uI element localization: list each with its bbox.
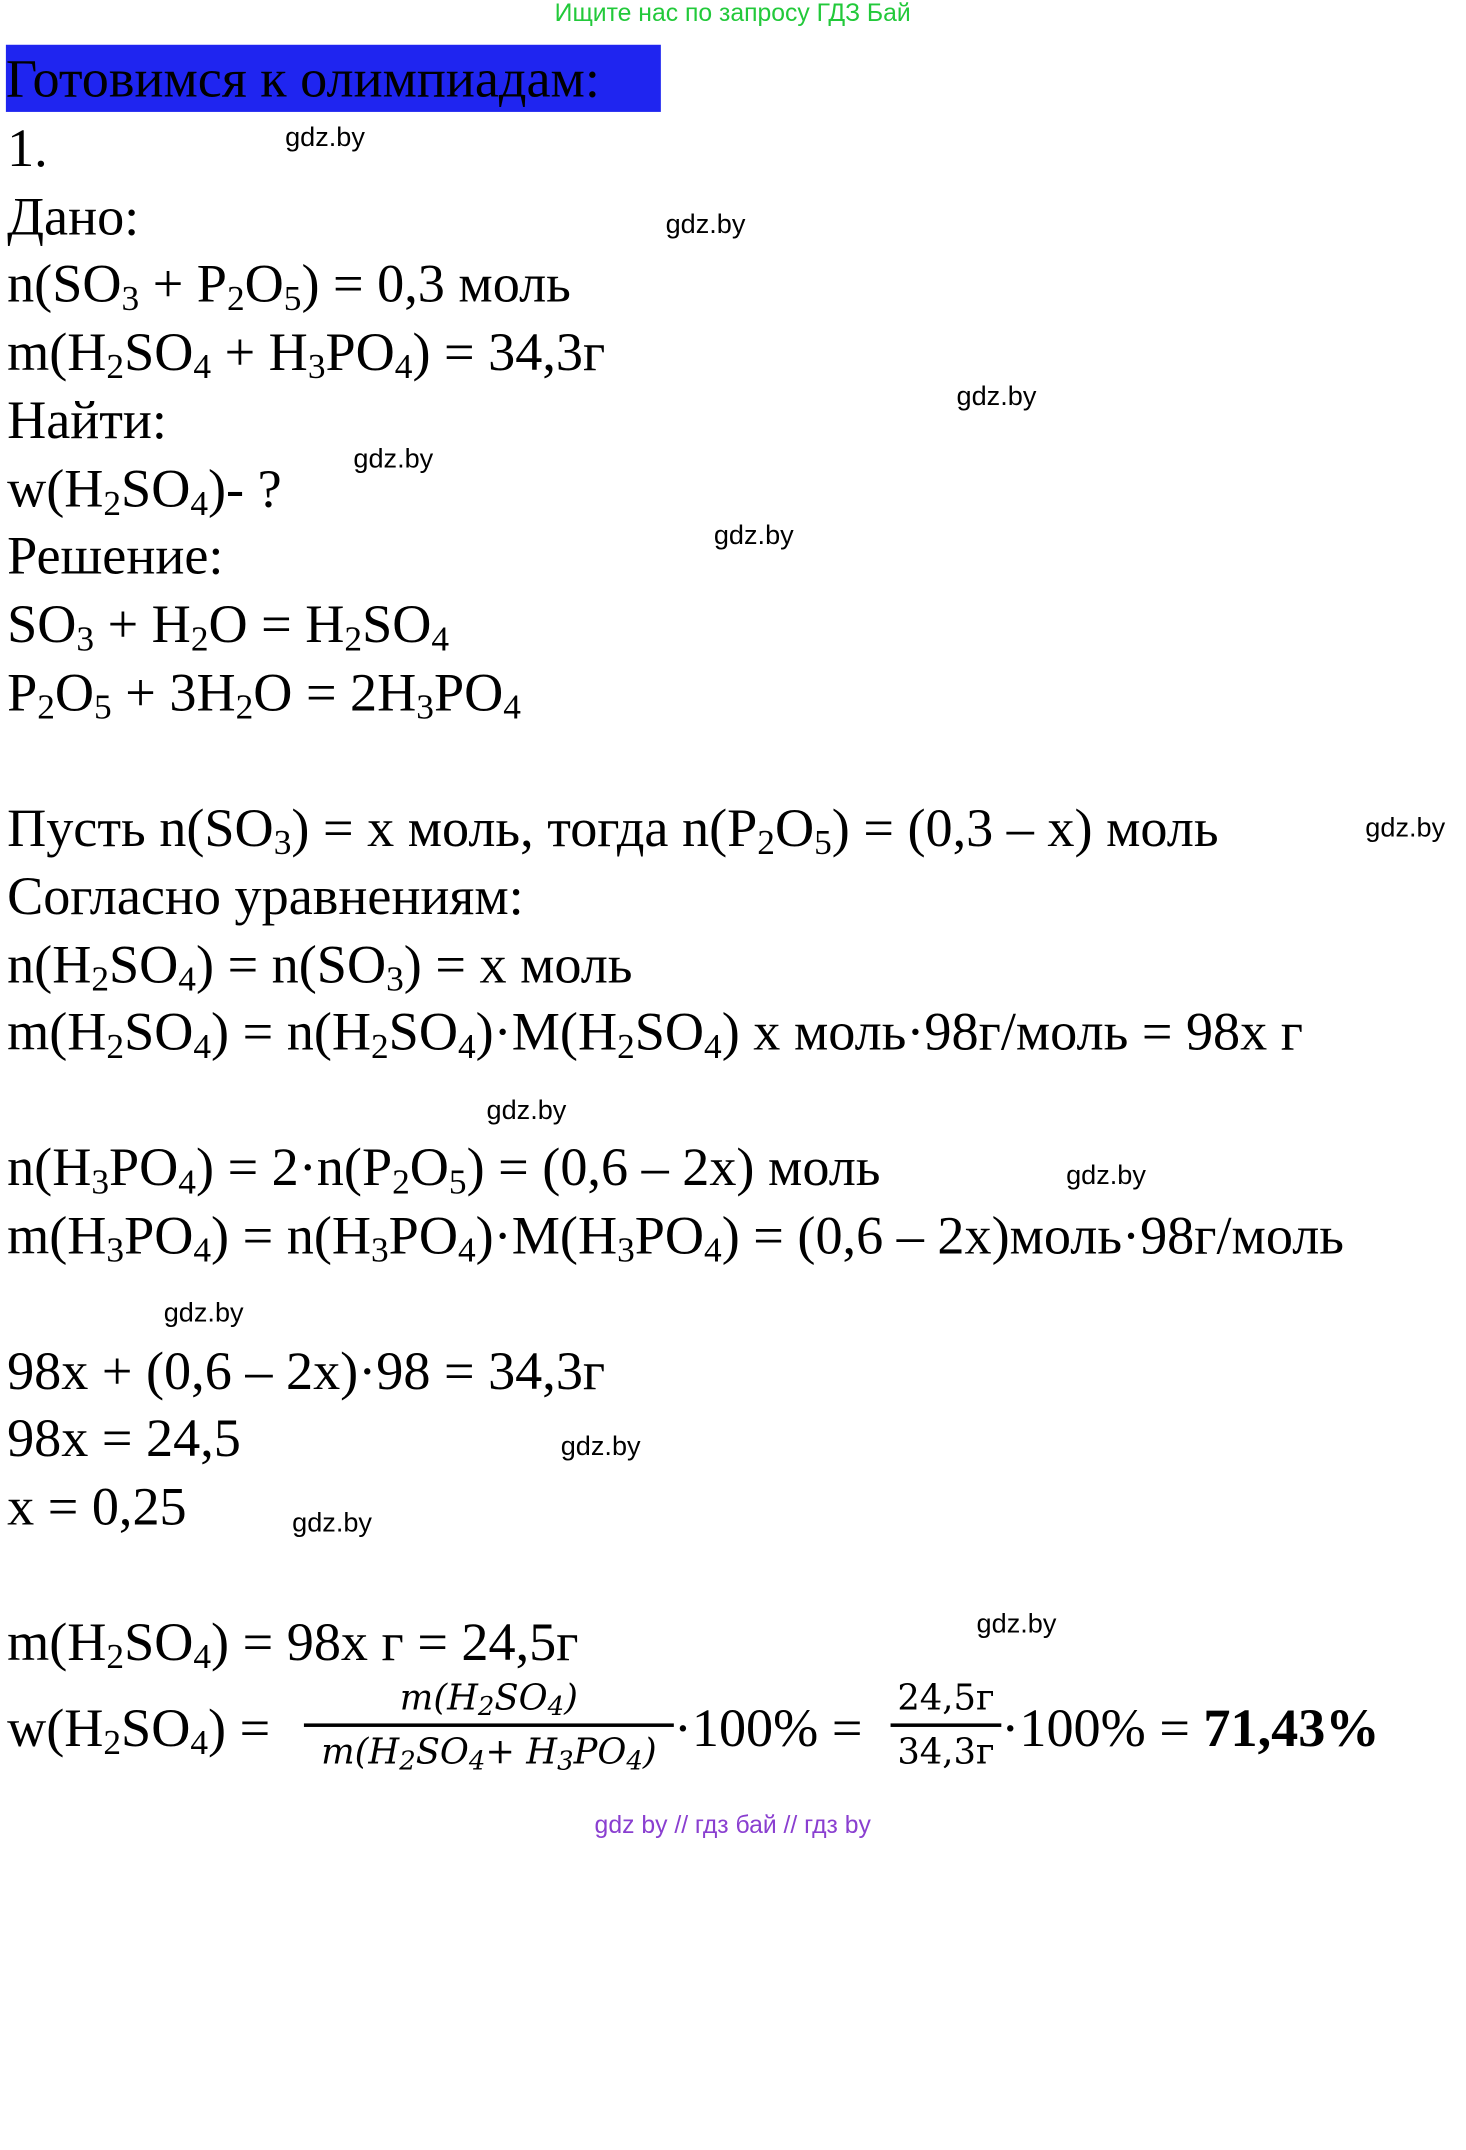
solution-label: Решение:	[7, 525, 224, 586]
fraction-numerator: $m(H_2SO_4)$	[399, 1677, 578, 1723]
given-line-1: $n(SO_3 + P_2O_5) = 0,3$ моль	[7, 253, 571, 319]
section-heading: Готовимся к олимпиадам:	[6, 45, 661, 112]
fraction-symbolic	[304, 1677, 674, 1777]
m-h3po4-line: $m(H_3PO_4) = n(H_3PO_4)\cdot M(H_3PO_4) = (0,6$ – 2x)моль·98г/моль	[7, 1205, 1344, 1270]
watermark: gdz.by	[956, 380, 1037, 412]
watermark: gdz.by	[976, 1607, 1057, 1639]
find-line: $w(H_2SO_4)-$ ?	[7, 458, 282, 524]
watermark: gdz.by	[486, 1094, 567, 1125]
problem-number: 1.	[7, 117, 48, 178]
equation-1: $SO_3 + H_2O = H_2SO_4$	[7, 593, 450, 659]
calc-line-3: x = 0,25	[7, 1476, 187, 1537]
calc-line-2: 98x = 24,5	[7, 1407, 241, 1468]
watermark: gdz.by	[292, 1506, 372, 1538]
calc-line-1: 98x + (0,6 – 2x)·98 = 34,3г	[7, 1340, 606, 1401]
fraction-denominator: $m(H_2SO_4+ H_3PO_4)$	[321, 1731, 657, 1777]
n-h3po4-line: $n(H_3PO_4) = 2\cdot n(P_2O_5) = (0,6 - 2x)$ моль	[7, 1136, 881, 1202]
m-h2so4-line: $m(H_2SO_4) = n(H_2SO_4)\cdot M(H_2SO_4)$ x моль·98г/моль = 98x г	[7, 1001, 1304, 1067]
given-line-2: $m(H_2SO_4 + H_3PO_4) = 34,3г$	[7, 321, 606, 387]
fraction-numeric-denominator: 34,3г	[897, 1731, 995, 1773]
fraction-numeric	[891, 1677, 1002, 1772]
watermark: gdz.by	[1365, 811, 1446, 843]
percent-multiplier: ·100% =	[673, 1697, 863, 1758]
equation-2: $P_2O_5 + 3H_2O = 2H_3PO_4$	[7, 662, 521, 727]
percent-multiplier-2: ·100% = 71,43%	[1001, 1697, 1380, 1758]
mass-fraction-lhs: $w(H_2SO_4)$ =	[7, 1697, 271, 1763]
bottom-banner-links[interactable]: gdz by // гдз бай // гдз by	[594, 1811, 871, 1839]
watermark: gdz.by	[163, 1296, 244, 1328]
fraction-bar	[304, 1723, 674, 1727]
top-banner-link[interactable]: Ищите нас по запросу ГДЗ Бай	[554, 0, 911, 28]
let-line: Пусть $n(SO_3) = x$ моль, тогда $n(P_2O_5) = (0,3 - x)$ моль	[7, 797, 1219, 863]
final-answer: 71,43%	[1203, 1697, 1380, 1758]
watermark: gdz.by	[665, 208, 746, 240]
according-label: Согласно уравнениям:	[7, 865, 524, 926]
watermark: gdz.by	[1066, 1159, 1146, 1190]
mass-result-line: $m(H_2SO_4) = 98x$ г = 24,5г	[7, 1611, 579, 1677]
find-label: Найти:	[7, 389, 167, 450]
watermark: gdz.by	[353, 442, 434, 474]
watermark: gdz.by	[560, 1430, 641, 1461]
given-label: Дано:	[7, 186, 140, 247]
n-h2so4-line: $n(H_2SO_4) = n(SO_3) = x$ моль	[7, 934, 633, 999]
fraction-numeric-bar	[891, 1723, 1002, 1727]
watermark: gdz.by	[713, 519, 794, 551]
fraction-numeric-numerator: 24,5г	[897, 1677, 995, 1719]
watermark: gdz.by	[285, 121, 365, 152]
